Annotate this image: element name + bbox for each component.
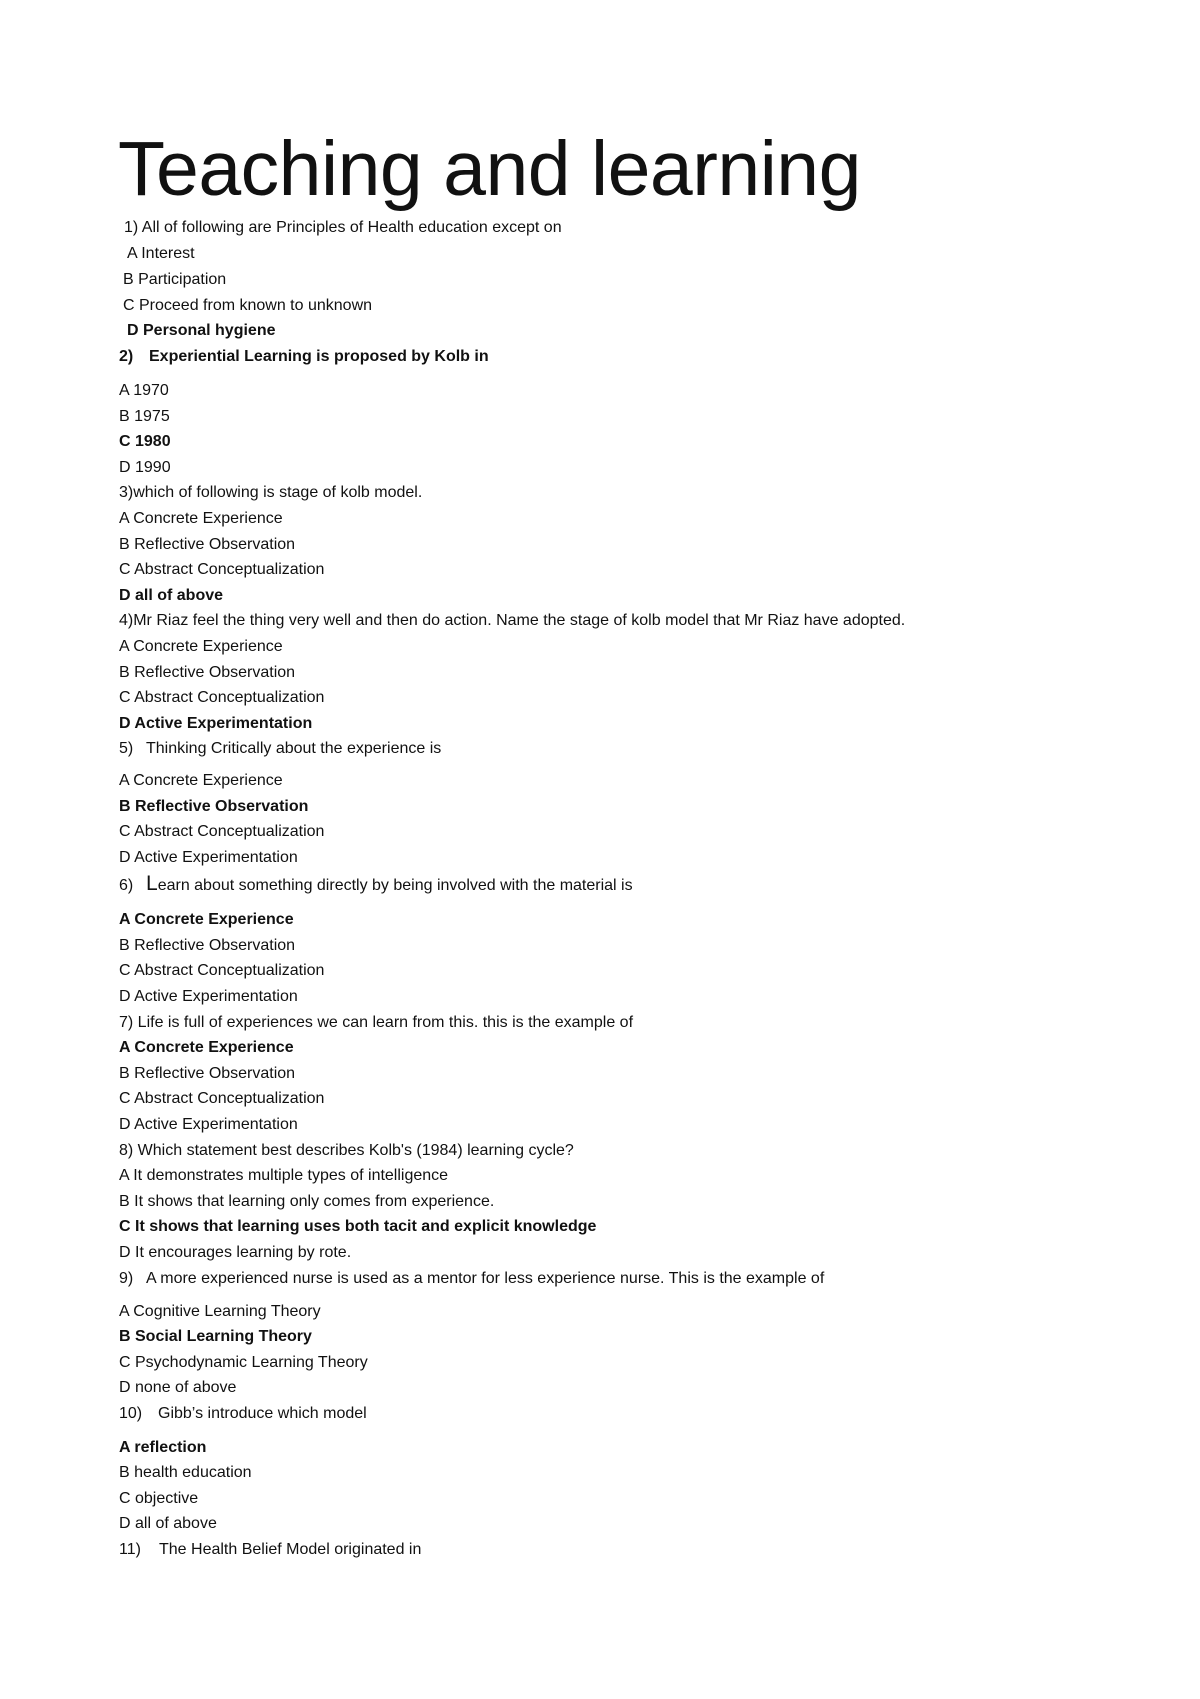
question-10 — [119, 1404, 367, 1424]
question-1-option-a: A Interest — [127, 245, 195, 262]
question-1-answer: D Personal hygiene — [127, 322, 276, 339]
question-3-answer: D all of above — [119, 587, 224, 604]
question-1-option-c: C Proceed from known to unknown — [123, 297, 373, 314]
question-1-text: 1) All of following are Principles of Health education except on — [124, 219, 562, 236]
question-7-option-c: C Abstract Conceptualization — [119, 1090, 325, 1107]
question-6-text: earn about something directly by being involved with the material is — [157, 877, 633, 894]
question-7-text: 7) Life is full of experiences we can learn from this. this is the example of — [119, 1014, 634, 1031]
question-5 — [119, 739, 441, 759]
question-7-option-b: B Reflective Observation — [119, 1065, 296, 1082]
question-9-option-d: D none of above — [119, 1379, 237, 1396]
question-4-option-c: C Abstract Conceptualization — [119, 689, 325, 706]
question-6-answer: A Concrete Experience — [119, 911, 294, 928]
question-3-option-a: A Concrete Experience — [119, 510, 283, 527]
question-6 — [119, 874, 633, 896]
question-10-option-b: B health education — [119, 1464, 252, 1481]
question-2-option-b: B 1975 — [119, 408, 170, 425]
question-5-text: Thinking Critically about the experience is — [146, 740, 442, 757]
question-3-option-b: B Reflective Observation — [119, 536, 296, 553]
question-10-number: 10) — [119, 1405, 143, 1422]
question-8-option-a: A It demonstrates multiple types of intelligence — [119, 1167, 449, 1184]
question-9-text: A more experienced nurse is used as a mentor for less experience nurse. This is the example of — [146, 1270, 825, 1287]
question-5-answer: B Reflective Observation — [119, 798, 309, 815]
question-11-number: 11) — [119, 1541, 141, 1558]
question-9-option-c: C Psychodynamic Learning Theory — [119, 1354, 368, 1371]
question-4-text: 4)Mr Riaz feel the thing very well and then do action. Name the stage of kolb model that Mr Riaz have adopted. — [119, 612, 906, 629]
question-4-answer: D Active Experimentation — [119, 715, 313, 732]
question-10-answer: A reflection — [119, 1439, 207, 1456]
question-2-option-a: A 1970 — [119, 382, 169, 399]
question-11 — [119, 1540, 421, 1560]
question-8-option-d: D It encourages learning by rote. — [119, 1244, 352, 1261]
question-9-number: 9) — [119, 1270, 134, 1287]
question-10-option-d: D all of above — [119, 1515, 217, 1532]
question-6-option-c: C Abstract Conceptualization — [119, 962, 325, 979]
question-3-text: 3)which of following is stage of kolb model. — [119, 484, 423, 501]
question-2-number: 2) — [119, 348, 134, 365]
question-2-option-d: D 1990 — [119, 459, 171, 476]
question-4-option-b: B Reflective Observation — [119, 664, 296, 681]
question-3-option-c: C Abstract Conceptualization — [119, 561, 325, 578]
question-6-option-b: B Reflective Observation — [119, 937, 296, 954]
question-8-answer: C It shows that learning uses both tacit and explicit knowledge — [119, 1218, 597, 1235]
question-9-answer: B Social Learning Theory — [119, 1328, 312, 1345]
question-5-option-c: C Abstract Conceptualization — [119, 823, 325, 840]
question-4-option-a: A Concrete Experience — [119, 638, 283, 655]
question-2-answer: C 1980 — [119, 433, 171, 450]
question-2 — [119, 347, 489, 367]
question-5-option-d: D Active Experimentation — [119, 849, 298, 866]
question-7-option-d: D Active Experimentation — [119, 1116, 298, 1133]
question-9-option-a: A Cognitive Learning Theory — [119, 1303, 321, 1320]
question-10-option-c: C objective — [119, 1490, 199, 1507]
question-8-option-b: B It shows that learning only comes from experience. — [119, 1193, 495, 1210]
question-11-text: The Health Belief Model originated in — [159, 1541, 422, 1558]
question-7-answer: A Concrete Experience — [119, 1039, 294, 1056]
question-5-number: 5) — [119, 740, 134, 757]
question-9 — [119, 1269, 824, 1289]
document-title: Teaching and learning — [118, 126, 861, 212]
question-2-text: Experiential Learning is proposed by Kolb in — [149, 348, 489, 365]
question-1-option-b: B Participation — [123, 271, 227, 288]
question-8-text: 8) Which statement best describes Kolb's (1984) learning cycle? — [119, 1142, 574, 1159]
question-6-lead-letter: L — [146, 872, 158, 895]
question-10-text: Gibb’s introduce which model — [158, 1405, 367, 1422]
question-6-number: 6) — [119, 877, 134, 894]
question-5-option-a: A Concrete Experience — [119, 772, 283, 789]
question-6-option-d: D Active Experimentation — [119, 988, 298, 1005]
